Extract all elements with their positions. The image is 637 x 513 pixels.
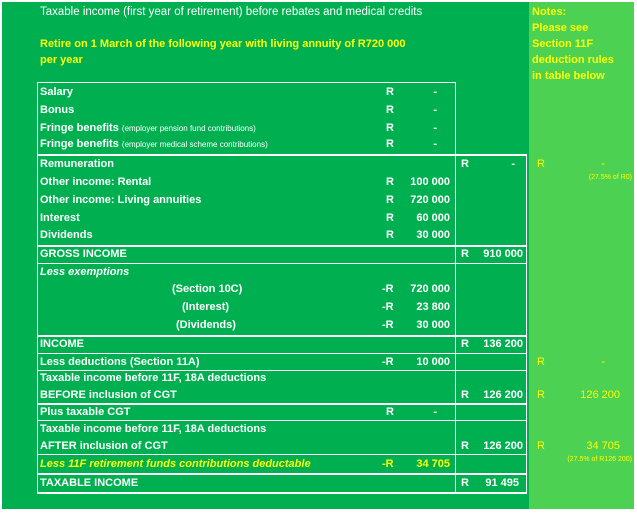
- value-exempt-dividends: 30 000: [416, 319, 450, 331]
- total-remuneration: -: [511, 158, 515, 170]
- value-dividends: 30 000: [416, 229, 450, 241]
- currency-symbol: R: [386, 176, 394, 188]
- row-label-rental: Other income: Rental: [40, 176, 152, 188]
- table-border: [526, 154, 527, 493]
- side-value-deductions: -: [601, 356, 605, 368]
- table-border: [37, 370, 527, 371]
- side-currency: R: [537, 356, 545, 368]
- side-note-remuneration: (27.5% of R0): [588, 174, 632, 181]
- currency-symbol: R: [461, 389, 469, 401]
- currency-symbol: R: [386, 406, 394, 418]
- row-label-taxable-income: TAXABLE INCOME: [40, 477, 139, 489]
- notes-line: Please see: [532, 22, 589, 34]
- table-border: [37, 403, 527, 405]
- value-rental: 100 000: [410, 176, 450, 188]
- side-currency: R: [537, 440, 545, 452]
- notes-text: [532, 4, 614, 84]
- row-label-bonus: Bonus: [40, 104, 75, 116]
- sheet-subtitle-line1: Retire on 1 March of the following year with living annuity of R720 000: [40, 38, 406, 50]
- row-label-annuities: Other income: Living annuities: [40, 194, 202, 206]
- fringe-note: (employer medical scheme contributions): [121, 140, 268, 149]
- value-bonus: -: [433, 104, 437, 116]
- table-border: [37, 82, 456, 83]
- side-note-after-cgt: (27.5% of R126 200): [567, 456, 632, 463]
- currency-symbol: R: [386, 104, 394, 116]
- currency-symbol: R: [386, 86, 394, 98]
- value-interest: 60 000: [416, 212, 450, 224]
- fringe-label: Fringe benefits: [40, 122, 119, 134]
- table-border: [37, 420, 527, 421]
- total-gross-income: 910 000: [483, 248, 523, 260]
- table-border: [37, 154, 527, 156]
- currency-symbol: R: [461, 338, 469, 350]
- currency-symbol: R: [461, 477, 469, 489]
- side-value-after-cgt: 34 705: [586, 440, 620, 452]
- value-less-deductions: 10 000: [416, 356, 450, 368]
- notes-line: Notes:: [532, 6, 567, 18]
- sheet-title: Taxable income (first year of retirement) before rebates and medical credits: [40, 6, 423, 18]
- table-border: [37, 492, 527, 494]
- side-currency: R: [537, 389, 545, 401]
- total-income: 136 200: [483, 338, 523, 350]
- row-label-exempt-interest: (Interest): [182, 301, 230, 313]
- row-label-less-deductions: Less deductions (Section 11A): [40, 356, 200, 368]
- currency-symbol: R: [386, 229, 394, 241]
- row-label-gross-income: GROSS INCOME: [40, 248, 127, 260]
- table-border: [37, 353, 527, 354]
- row-label-income: INCOME: [40, 338, 84, 350]
- table-border: [37, 82, 38, 493]
- side-currency: R: [537, 158, 545, 170]
- fringe-note: (employer pension fund contributions): [121, 124, 256, 133]
- currency-symbol: R: [461, 248, 469, 260]
- currency-symbol: R: [386, 122, 394, 134]
- table-border: [37, 454, 527, 455]
- value-salary: -: [433, 86, 437, 98]
- total-taxable-income: 91 495: [485, 477, 519, 489]
- currency-symbol: R: [386, 212, 394, 224]
- currency-symbol: R: [461, 158, 469, 170]
- row-label-before-cgt-1: Taxable income before 11F, 18A deductions: [40, 372, 267, 384]
- value-fringe-pension: -: [433, 122, 437, 134]
- table-border: [37, 335, 527, 337]
- table-border: [37, 473, 527, 475]
- sheet-subtitle-line2: per year: [40, 54, 83, 66]
- currency-symbol: R: [386, 194, 394, 206]
- currency-symbol: -R: [382, 301, 394, 313]
- value-section-10c: 720 000: [410, 283, 450, 295]
- table-border: [37, 263, 527, 264]
- currency-symbol: -R: [382, 458, 394, 470]
- side-value-before-cgt: 126 200: [580, 389, 620, 401]
- value-plus-cgt: -: [433, 406, 437, 418]
- value-less-11f: 34 705: [416, 458, 450, 470]
- fringe-label: Fringe benefits: [40, 138, 119, 150]
- value-fringe-medical: -: [433, 138, 437, 150]
- notes-line: Section 11F: [532, 38, 594, 50]
- row-label-before-cgt-2: BEFORE inclusion of CGT: [40, 389, 177, 401]
- row-label-after-cgt-2: AFTER inclusion of CGT: [40, 440, 168, 452]
- row-label-after-cgt-1: Taxable income before 11F, 18A deductions: [40, 423, 267, 435]
- row-label-plus-cgt: Plus taxable CGT: [40, 406, 131, 418]
- row-label-less-exemptions: Less exemptions: [40, 266, 130, 278]
- currency-symbol: R: [386, 138, 394, 150]
- row-label-remuneration: Remuneration: [40, 158, 114, 170]
- row-label-exempt-dividends: (Dividends): [176, 319, 236, 331]
- table-border: [455, 82, 456, 154]
- total-after-cgt: 126 200: [483, 440, 523, 452]
- row-label-fringe-medical: [40, 138, 268, 150]
- row-label-salary: Salary: [40, 86, 74, 98]
- row-label-fringe-pension: [40, 122, 256, 134]
- row-label-dividends: Dividends: [40, 229, 93, 241]
- currency-symbol: R: [461, 440, 469, 452]
- currency-symbol: -R: [382, 356, 394, 368]
- value-exempt-interest: 23 800: [416, 301, 450, 313]
- table-border: [37, 245, 527, 247]
- row-label-less-11f: Less 11F retirement funds contributions deductable: [40, 458, 311, 470]
- value-annuities: 720 000: [410, 194, 450, 206]
- currency-symbol: -R: [382, 283, 394, 295]
- notes-line: in table below: [532, 70, 605, 82]
- table-border: [455, 154, 456, 493]
- side-value-remuneration: -: [601, 158, 605, 170]
- row-label-interest: Interest: [40, 212, 80, 224]
- notes-line: deduction rules: [532, 54, 614, 66]
- currency-symbol: -R: [382, 319, 394, 331]
- total-before-cgt: 126 200: [483, 389, 523, 401]
- row-label-section-10c: (Section 10C): [172, 283, 243, 295]
